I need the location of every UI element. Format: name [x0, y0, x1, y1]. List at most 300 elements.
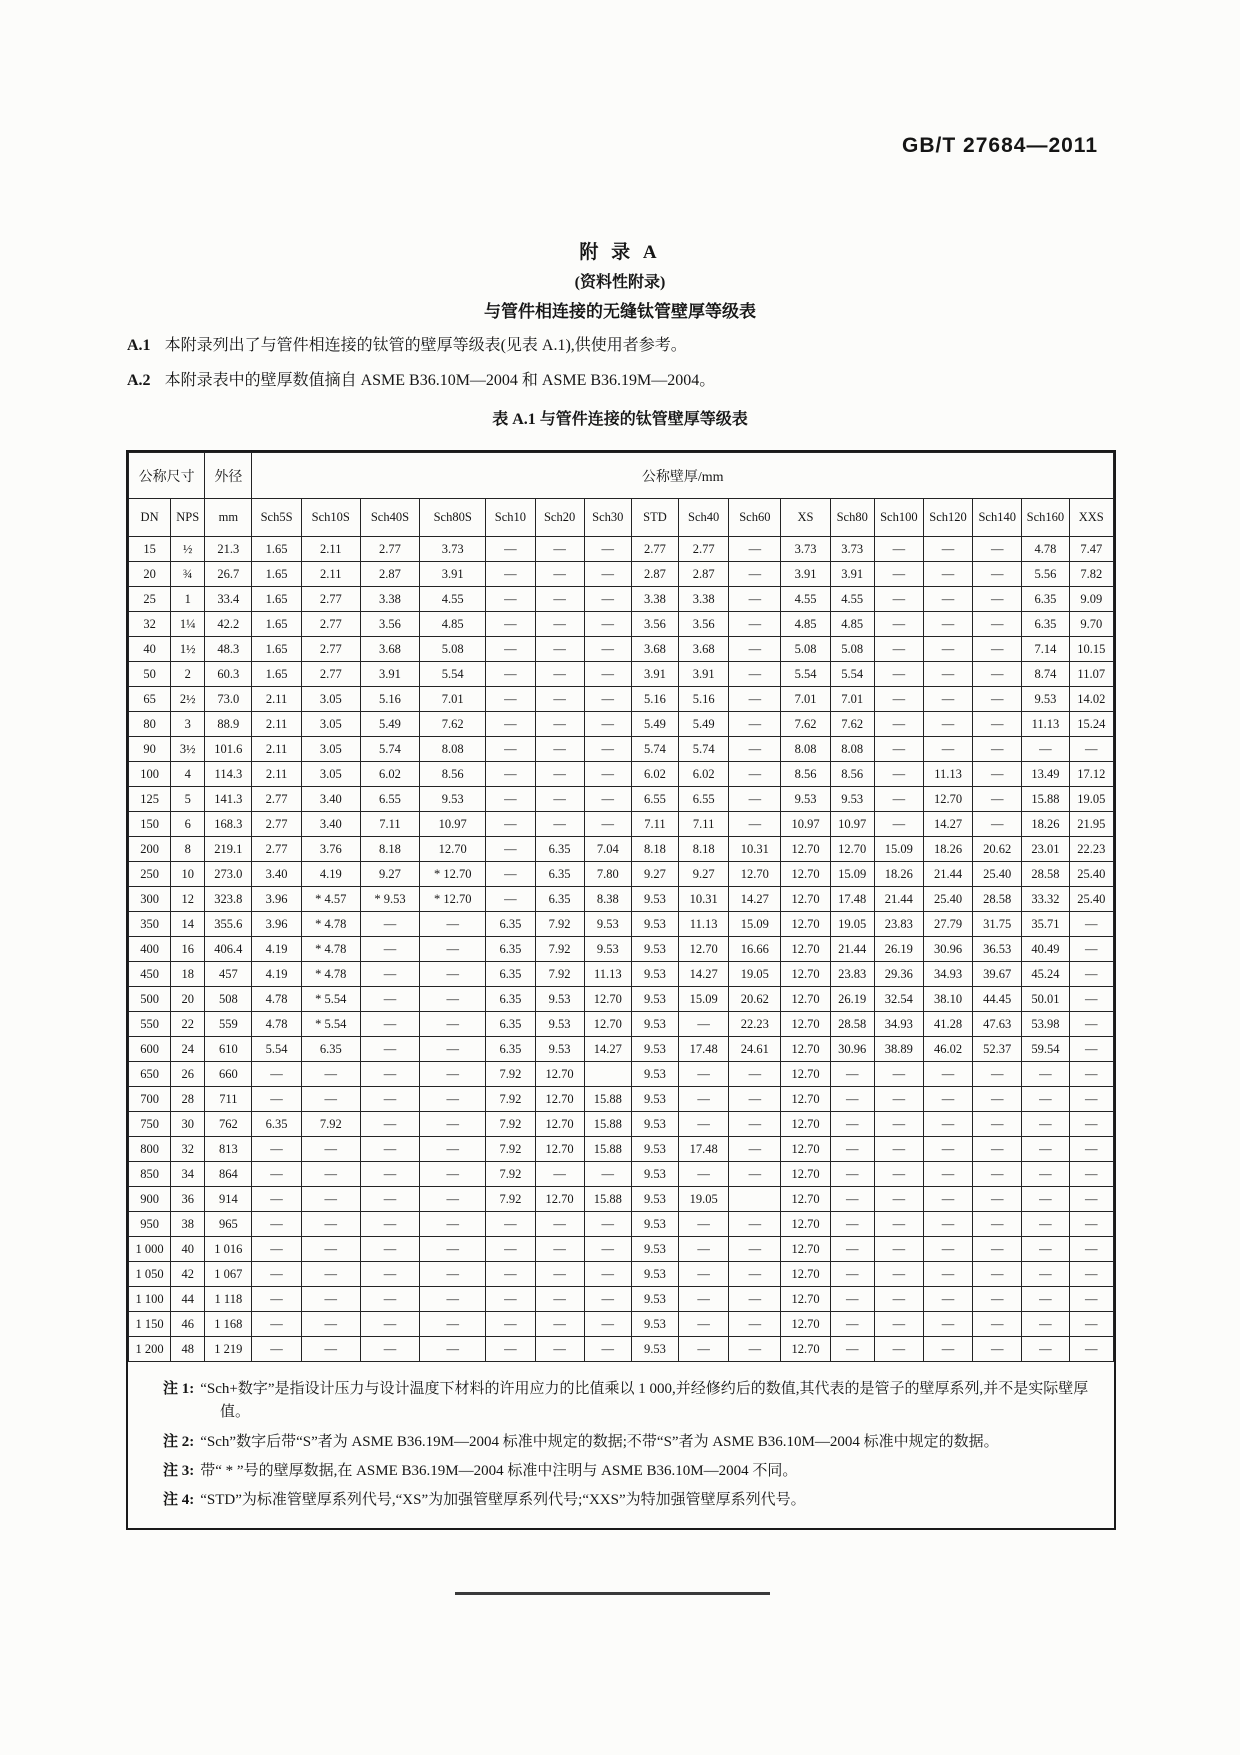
table-cell: — [874, 587, 923, 612]
table-cell: 8.56 [830, 762, 874, 787]
table-cell: — [830, 1212, 874, 1237]
table-cell: 16.66 [729, 937, 781, 962]
table-cell: — [584, 1162, 631, 1187]
paragraph-a1-text: 本附录列出了与管件相连接的钛管的壁厚等级表(见表 A.1),供使用者参考。 [164, 337, 687, 354]
table-cell: 4.78 [252, 1012, 301, 1037]
table-cell: 9.53 [535, 1012, 584, 1037]
table-cell: — [420, 1212, 486, 1237]
table-cell: 17.48 [679, 1137, 729, 1162]
table-cell: — [874, 537, 923, 562]
header-nominal-size: 公称尺寸 [129, 453, 205, 499]
table-row [129, 762, 1114, 787]
table-cell: 10.97 [830, 812, 874, 837]
table-cell: 650 [129, 1062, 171, 1087]
table-cell: 13.49 [1022, 762, 1069, 787]
table-cell: — [301, 1287, 360, 1312]
table-cell: — [360, 1337, 419, 1362]
table-cell: — [923, 1312, 972, 1337]
table-cell: 4.85 [781, 612, 830, 637]
table-cell: 5.08 [781, 637, 830, 662]
table-cell: 3.56 [360, 612, 419, 637]
table-cell: — [535, 1262, 584, 1287]
table-cell: 6.35 [1022, 612, 1069, 637]
table-cell: 8.08 [830, 737, 874, 762]
table-cell: 34.93 [874, 1012, 923, 1037]
table-cell: 2.11 [252, 737, 301, 762]
table-cell: 2 [171, 662, 205, 687]
table-cell: 9.53 [781, 787, 830, 812]
table-cell: 5.49 [679, 712, 729, 737]
table-cell: 8.74 [1022, 662, 1069, 687]
table-cell: — [1022, 1087, 1069, 1112]
table-body [129, 537, 1114, 1362]
table-cell: 12.70 [781, 1112, 830, 1137]
table-cell: 864 [205, 1162, 252, 1187]
table-cell: 141.3 [205, 787, 252, 812]
table-cell: — [923, 1062, 972, 1087]
table-cell: — [1069, 1187, 1114, 1212]
table-cell: 2½ [171, 687, 205, 712]
column-header: Sch140 [973, 499, 1022, 537]
table-cell: — [874, 1087, 923, 1112]
table-cell: 5.16 [631, 687, 678, 712]
appendix-heading: 与管件相连接的无缝钛管壁厚等级表 [484, 302, 756, 321]
table-cell: — [420, 1037, 486, 1062]
table-cell: 5 [171, 787, 205, 812]
table-note-label: 注 2: [163, 1433, 195, 1450]
table-cell: 30 [171, 1112, 205, 1137]
table-cell: 1.65 [252, 562, 301, 587]
table-cell: — [973, 1137, 1022, 1162]
table-cell: 350 [129, 912, 171, 937]
table-cell: — [1022, 737, 1069, 762]
table-cell: — [1069, 987, 1114, 1012]
table-cell: 11.13 [923, 762, 972, 787]
table-cell: 100 [129, 762, 171, 787]
table-cell: 3.73 [420, 537, 486, 562]
table-cell: 14.27 [679, 962, 729, 987]
table-cell: 3.91 [679, 662, 729, 687]
table-cell: 25.40 [1069, 862, 1114, 887]
table-cell: — [729, 1287, 781, 1312]
table-cell: — [874, 1212, 923, 1237]
table-cell: 12.70 [781, 1237, 830, 1262]
table-cell: 12.70 [781, 987, 830, 1012]
table-cell: 18.26 [923, 837, 972, 862]
table-cell: 12.70 [781, 912, 830, 937]
table-cell: 12.70 [781, 887, 830, 912]
table-cell: 34.93 [923, 962, 972, 987]
table-cell: — [301, 1187, 360, 1212]
table-caption: 表 A.1 与管件连接的钛管壁厚等级表 [492, 411, 748, 428]
table-cell: 3.40 [301, 787, 360, 812]
table-cell: 1.65 [252, 662, 301, 687]
table-cell: 3.40 [301, 812, 360, 837]
table-row [129, 937, 1114, 962]
table-cell: — [535, 1287, 584, 1312]
table-row [129, 1312, 1114, 1337]
table-cell: 610 [205, 1037, 252, 1062]
table-cell: — [360, 1037, 419, 1062]
table-cell: — [486, 887, 535, 912]
table-cell: — [360, 1212, 419, 1237]
table-cell: — [830, 1337, 874, 1362]
table-cell: 5.08 [420, 637, 486, 662]
table-cell: 6.02 [679, 762, 729, 787]
table-cell: 3.91 [830, 562, 874, 587]
table-cell: — [360, 1162, 419, 1187]
table-cell: ½ [171, 537, 205, 562]
table-cell: — [874, 1112, 923, 1137]
table-note: 注 1: “Sch+数字”是指设计压力与设计温度下材料的许用应力的比值乘以 1 000,并经修约后的数值,其代表的是管子的壁厚系列,并不是实际壁厚值。 [163, 1381, 1089, 1421]
table-cell: 35.71 [1022, 912, 1069, 937]
table-cell: 150 [129, 812, 171, 837]
table-cell: — [420, 1162, 486, 1187]
table-cell: 21.44 [874, 887, 923, 912]
table-cell: — [301, 1212, 360, 1237]
table-cell: — [420, 1187, 486, 1212]
table-cell: 30.96 [830, 1037, 874, 1062]
table-cell: 59.54 [1022, 1037, 1069, 1062]
table-cell: 3.91 [420, 562, 486, 587]
table-cell: — [874, 812, 923, 837]
table-cell: — [360, 1237, 419, 1262]
table-cell: — [729, 1062, 781, 1087]
table-cell: — [679, 1237, 729, 1262]
table-cell: 5.54 [252, 1037, 301, 1062]
table-cell: 1 168 [205, 1312, 252, 1337]
table-cell: 4.85 [420, 612, 486, 637]
table-cell: — [973, 612, 1022, 637]
table-cell: 9.53 [1022, 687, 1069, 712]
table-cell: — [973, 1212, 1022, 1237]
table-cell: 32.54 [874, 987, 923, 1012]
table-cell: 300 [129, 887, 171, 912]
table-cell: — [874, 662, 923, 687]
table-cell: — [973, 1187, 1022, 1212]
table-cell: — [1069, 1112, 1114, 1137]
table-cell: — [486, 1312, 535, 1337]
table-cell: — [874, 1137, 923, 1162]
table-cell: 20.62 [729, 987, 781, 1012]
table-row [129, 1212, 1114, 1237]
table-cell: 41.28 [923, 1012, 972, 1037]
table-cell: — [1069, 1337, 1114, 1362]
table-cell: ¾ [171, 562, 205, 587]
table-cell: — [535, 537, 584, 562]
table-cell: 18.26 [874, 862, 923, 887]
table-cell: 4.78 [252, 987, 301, 1012]
table-cell: 21.95 [1069, 812, 1114, 837]
table-cell: 9.53 [631, 1087, 678, 1112]
table-cell: 7.04 [584, 837, 631, 862]
table-cell: — [535, 1162, 584, 1187]
table-cell: 27.79 [923, 912, 972, 937]
table-cell: — [923, 587, 972, 612]
table-cell: — [874, 1062, 923, 1087]
table-cell: — [584, 687, 631, 712]
table-cell: 9.27 [679, 862, 729, 887]
table-cell: 6.35 [1022, 587, 1069, 612]
table-cell: — [1069, 1037, 1114, 1062]
table-cell: 508 [205, 987, 252, 1012]
table-cell: — [535, 762, 584, 787]
table-cell: — [535, 587, 584, 612]
column-header: Sch30 [584, 499, 631, 537]
table-cell: 8.18 [679, 837, 729, 862]
table-note: 注 3: 带“ * ”号的壁厚数据,在 ASME B36.19M—2004 标准中注明与 ASME B36.10M—2004 不同。 [163, 1462, 798, 1479]
wall-thickness-table [128, 452, 1114, 1362]
table-cell: — [360, 987, 419, 1012]
table-cell: 3.73 [830, 537, 874, 562]
table-cell: 11.13 [584, 962, 631, 987]
table-cell: 3.96 [252, 912, 301, 937]
table-cell: 8.08 [420, 737, 486, 762]
table-cell: — [923, 537, 972, 562]
table-row [129, 987, 1114, 1012]
table-cell: 9.53 [631, 1262, 678, 1287]
table-cell: — [486, 587, 535, 612]
table-cell: — [360, 1287, 419, 1312]
table-cell: — [874, 1287, 923, 1312]
table-cell: — [486, 1337, 535, 1362]
table-cell: 8.38 [584, 887, 631, 912]
table-cell: 12.70 [923, 787, 972, 812]
table-cell: 1.65 [252, 537, 301, 562]
table-cell: 12 [171, 887, 205, 912]
table-cell: 3.38 [360, 587, 419, 612]
table-cell: — [923, 1287, 972, 1312]
table-cell: — [679, 1162, 729, 1187]
table-cell: 44 [171, 1287, 205, 1312]
table-cell: 660 [205, 1062, 252, 1087]
table-cell: — [830, 1287, 874, 1312]
table-cell: 9.53 [631, 1137, 678, 1162]
table-cell: — [420, 1062, 486, 1087]
table-cell: 15.88 [1022, 787, 1069, 812]
table-cell: — [874, 637, 923, 662]
table-cell: — [729, 1237, 781, 1262]
table-cell: — [360, 912, 419, 937]
column-header: mm [205, 499, 252, 537]
table-cell: 23.83 [830, 962, 874, 987]
table-cell: — [1069, 1062, 1114, 1087]
table-cell: — [874, 612, 923, 637]
table-cell: 46.02 [923, 1037, 972, 1062]
table-note-label: 注 3: [163, 1462, 195, 1479]
table-cell: 50.01 [1022, 987, 1069, 1012]
table-cell: 23.01 [1022, 837, 1069, 862]
table-cell: 4.19 [252, 937, 301, 962]
table-row [129, 862, 1114, 887]
table-cell: — [973, 762, 1022, 787]
table-cell: — [830, 1237, 874, 1262]
column-header: XXS [1069, 499, 1114, 537]
table-note: 注 4: “STD”为标准管壁厚系列代号,“XS”为加强管壁厚系列代号;“XXS”为特加强管壁厚系列代号。 [163, 1492, 806, 1508]
table-cell: — [584, 562, 631, 587]
table-cell: — [830, 1312, 874, 1337]
column-header: XS [781, 499, 830, 537]
table-cell: — [729, 562, 781, 587]
paragraph-a1-label: A.1 [127, 337, 151, 354]
table-cell: 6.35 [486, 937, 535, 962]
table-cell: 2.11 [301, 537, 360, 562]
table-cell: 25.40 [923, 887, 972, 912]
table-cell: 4.85 [830, 612, 874, 637]
table-cell: — [729, 1162, 781, 1187]
table-cell: 101.6 [205, 737, 252, 762]
table-cell: 10.15 [1069, 637, 1114, 662]
table-cell: * 4.57 [301, 887, 360, 912]
table-cell: 3.05 [301, 712, 360, 737]
notes-list [128, 1362, 1114, 1528]
table-cell: 22.23 [729, 1012, 781, 1037]
table-cell: — [301, 1237, 360, 1262]
table-cell: — [923, 1262, 972, 1287]
table-cell: 26.19 [874, 937, 923, 962]
column-header: STD [631, 499, 678, 537]
table-cell: — [973, 712, 1022, 737]
table-cell: 8 [171, 837, 205, 862]
table-cell: — [729, 687, 781, 712]
table-cell: 1.65 [252, 637, 301, 662]
table-cell: 600 [129, 1037, 171, 1062]
table-cell: — [830, 1112, 874, 1137]
table-cell: — [584, 712, 631, 737]
table-cell: 7.82 [1069, 562, 1114, 587]
table-cell: — [486, 562, 535, 587]
table-cell: * 9.53 [360, 887, 419, 912]
table-cell [584, 1062, 631, 1087]
table-cell: 15.09 [729, 912, 781, 937]
table-cell: 15.09 [679, 987, 729, 1012]
table-cell: — [360, 962, 419, 987]
table-cell: 750 [129, 1112, 171, 1137]
table-cell: 5.16 [360, 687, 419, 712]
table-row [129, 812, 1114, 837]
table-cell: 34 [171, 1162, 205, 1187]
table-cell: — [874, 1237, 923, 1262]
table-cell: 25.40 [973, 862, 1022, 887]
table-cell: 40 [171, 1237, 205, 1262]
table-cell: 26.7 [205, 562, 252, 587]
column-header: Sch60 [729, 499, 781, 537]
table-cell: — [420, 987, 486, 1012]
table-cell: 12.70 [729, 862, 781, 887]
table-cell: 30.96 [923, 937, 972, 962]
table-cell: 9.70 [1069, 612, 1114, 637]
table-cell: * 12.70 [420, 887, 486, 912]
table-cell: 1 100 [129, 1287, 171, 1312]
table-cell: 9.53 [631, 987, 678, 1012]
table-cell: — [923, 612, 972, 637]
table-cell: — [1022, 1112, 1069, 1137]
table-cell: 1.65 [252, 587, 301, 612]
table-cell: — [420, 1337, 486, 1362]
table-cell: 12.70 [781, 1062, 830, 1087]
table-cell: 3 [171, 712, 205, 737]
table-cell: 9.53 [631, 1062, 678, 1087]
table-cell: — [729, 1087, 781, 1112]
table-cell: — [729, 612, 781, 637]
table-cell: 2.77 [252, 812, 301, 837]
table-cell: — [1022, 1062, 1069, 1087]
table-cell: — [535, 662, 584, 687]
table-cell: — [1022, 1312, 1069, 1337]
table-cell: — [420, 1012, 486, 1037]
table-cell: 6.35 [486, 912, 535, 937]
table-cell: — [830, 1187, 874, 1212]
table-cell: — [301, 1162, 360, 1187]
table-cell: 12.70 [781, 1137, 830, 1162]
table-cell: * 5.54 [301, 987, 360, 1012]
table-cell: — [420, 1262, 486, 1287]
table-cell: — [486, 787, 535, 812]
table-cell: — [252, 1237, 301, 1262]
table-row [129, 712, 1114, 737]
table-cell: — [729, 812, 781, 837]
table-cell: 20 [171, 987, 205, 1012]
table-cell: 14.27 [923, 812, 972, 837]
table-cell: — [679, 1012, 729, 1037]
table-cell: 9.53 [631, 1312, 678, 1337]
table-cell: 17.48 [679, 1037, 729, 1062]
table-cell: 47.63 [973, 1012, 1022, 1037]
table-cell: — [973, 1287, 1022, 1312]
table-cell: 1 219 [205, 1337, 252, 1362]
table-cell: 12.70 [420, 837, 486, 862]
table-cell: — [973, 587, 1022, 612]
table-cell: 762 [205, 1112, 252, 1137]
table-cell: 711 [205, 1087, 252, 1112]
table-row [129, 1237, 1114, 1262]
table-cell: — [486, 687, 535, 712]
table-cell: 2.77 [252, 837, 301, 862]
table-cell: — [486, 737, 535, 762]
table-cell: 24 [171, 1037, 205, 1062]
table-cell: 3.68 [679, 637, 729, 662]
table-cell: 9.53 [535, 1037, 584, 1062]
table-cell: 8.18 [631, 837, 678, 862]
table-cell: 28.58 [973, 887, 1022, 912]
table-cell: — [973, 737, 1022, 762]
table-cell: 12.70 [781, 1262, 830, 1287]
table-cell: — [1069, 1012, 1114, 1037]
table-cell: 9.27 [631, 862, 678, 887]
table-cell: — [301, 1262, 360, 1287]
table-cell: 10.31 [729, 837, 781, 862]
standard-number: GB/T 27684—2011 [902, 134, 1098, 157]
table-cell: — [923, 1162, 972, 1187]
table-cell: 323.8 [205, 887, 252, 912]
table-cell: — [486, 712, 535, 737]
table-cell: 2.87 [631, 562, 678, 587]
table-cell: 7.11 [631, 812, 678, 837]
table-cell: 12.70 [781, 1287, 830, 1312]
table-cell: 12.70 [781, 837, 830, 862]
table-cell: 8.56 [781, 762, 830, 787]
table-cell: 46 [171, 1312, 205, 1337]
table-cell: 9.53 [631, 887, 678, 912]
table-cell: 16 [171, 937, 205, 962]
table-cell: 3.05 [301, 687, 360, 712]
table-cell: — [679, 1262, 729, 1287]
table-cell: 6.35 [486, 1037, 535, 1062]
table-cell: — [729, 787, 781, 812]
table-cell: 5.54 [420, 662, 486, 687]
table-cell: 12.70 [535, 1112, 584, 1137]
column-header: Sch160 [1022, 499, 1069, 537]
